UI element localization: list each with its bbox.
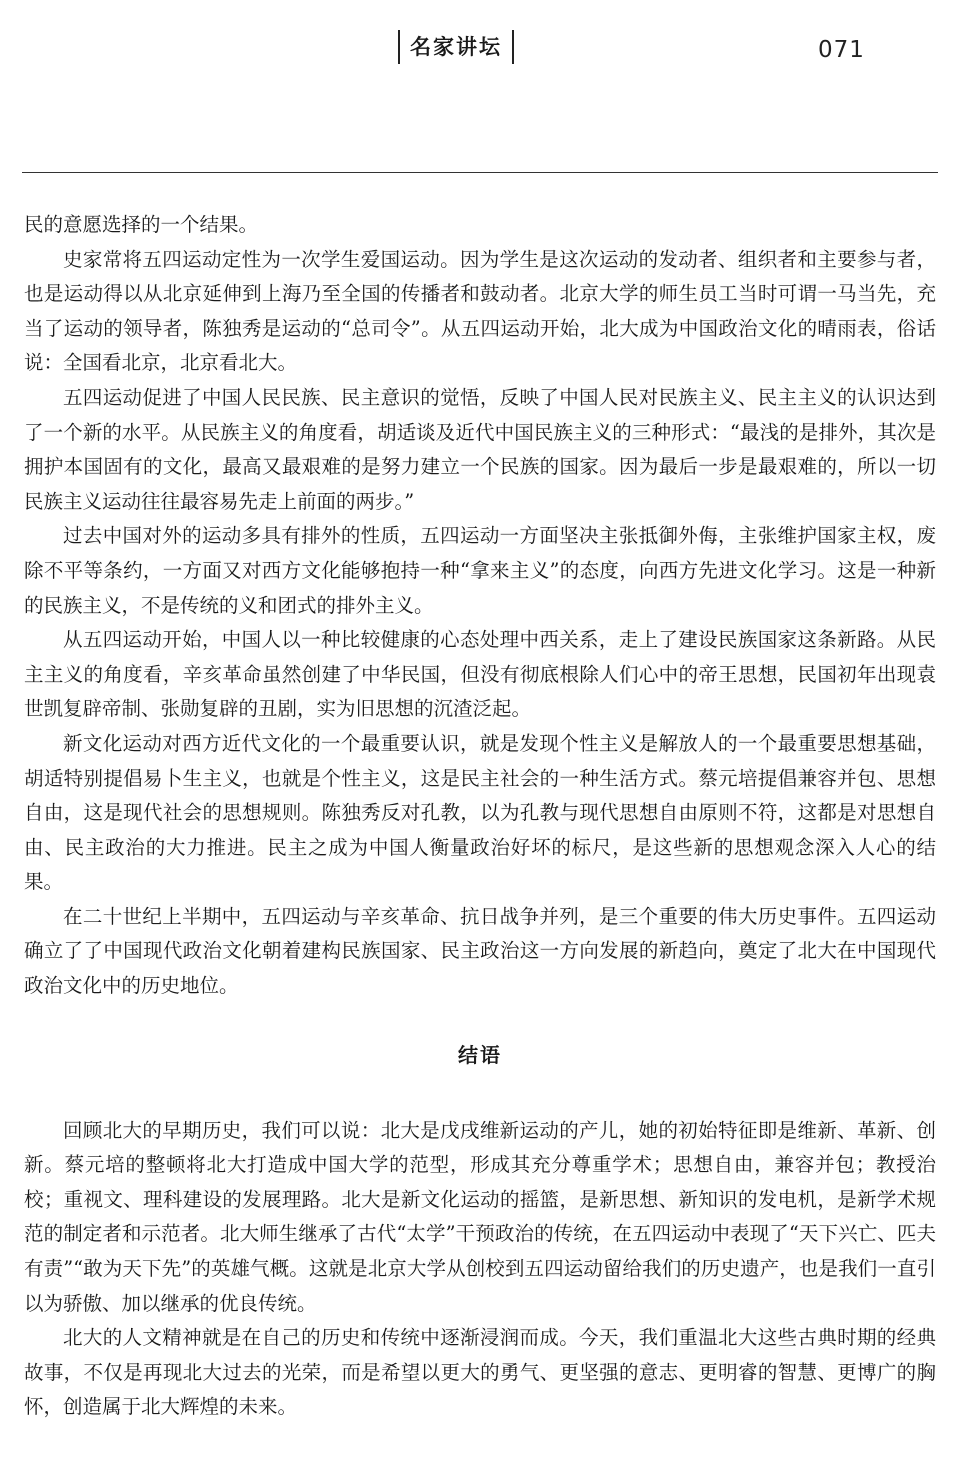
paragraph: 史家常将五四运动定性为一次学生爱国运动。因为学生是这次运动的发动者、组织者和主要参与者，也是运动得以从北京延伸到上海乃至全国的传播者和鼓动者。北京大学的师生员工当时可谓一马当先，充当了运动的领导者，陈独秀是运动的“总司令”。从五四运动开始，北大成为中国政治文化的晴雨表，俗话说：全国看北京，北京看北大。 — [24, 247, 936, 375]
paragraph: 过去中国对外的运动多具有排外的性质，五四运动一方面坚决主张抵御外侮，主张维护国家主权，废除不平等条约，一方面又对西方文化能够抱持一种“拿来主义”的态度，向西方先进文化学习。这是一种新的民族主义，不是传统的义和团式的排外主义。 — [24, 524, 936, 617]
page-header — [0, 0, 958, 80]
section-heading: 结语 — [458, 1042, 502, 1067]
page-number: 071 — [818, 37, 865, 63]
paragraph: 民的意愿选择的一个结果。 — [24, 213, 259, 236]
conclusion-paragraph: 北大的人文精神就是在自己的历史和传统中逐渐浸润而成。今天，我们重温北大这些古典时期的经典故事，不仅是再现北大过去的光荣，而是希望以更大的勇气、更坚强的意志、更明睿的智慧、更博广的胸怀，创造属于北大辉煌的未来。 — [24, 1326, 936, 1419]
paragraph: 在二十世纪上半期中，五四运动与辛亥革命、抗日战争并列，是三个重要的伟大历史事件。五四运动确立了了中国现代政治文化朝着建构民族国家、民主政治这一方向发展的新趋向，奠定了北大在中国现代政治文化中的历史地位。 — [24, 904, 936, 998]
paragraph: 从五四运动开始，中国人以一种比较健康的心态处理中西关系，走上了建设民族国家这条新路。从民主主义的角度看，辛亥革命虽然创建了中华民国，但没有彻底根除人们心中的帝王思想，民国初年出现袁世凯复辟帝制、张勋复辟的丑剧，实为旧思想的沉渣泛起。 — [24, 628, 936, 721]
column-title: 名家讲坛 — [398, 30, 514, 64]
conclusion-paragraph: 回顾北大的早期历史，我们可以说：北大是戊戌维新运动的产儿，她的初始特征即是维新、革新、创新。蔡元培的整顿将北大打造成中国大学的范型，形成其充分尊重学术；思想自由，兼容并包；教授治校；重视文、理科建设的发展理路。北大是新文化运动的摇篮，是新思想、新知识的发电机，是新学术规范的制定者和示范者。北大师生继承了古代“太学”干预政治的传统，在五四运动中表现了“天下兴亡、匹夫有责”“敢为天下先”的英雄气概。这就是北京大学从创校到五四运动留给我们的历史遗产，也是我们一直引以为骄傲、加以继承的优良传统。 — [24, 1118, 936, 1315]
paragraph: 新文化运动对西方近代文化的一个最重要认识，就是发现个性主义是解放人的一个最重要思想基础，胡适特别提倡易卜生主义，也就是个性主义，这是民主社会的一种生活方式。蔡元培提倡兼容并包、思想自由，这是现代社会的思想规则。陈独秀反对孔教，以为孔教与现代思想自由原则不符，这都是对思想自由、民主政治的大力推进。民主之成为中国人衡量政治好坏的标尺，是这些新的思想观念深入人心的结果。 — [24, 731, 936, 894]
header-divider — [22, 172, 938, 173]
paragraph: 五四运动促进了中国人民民族、民主意识的觉悟，反映了中国人民对民族主义、民主主义的认识达到了一个新的水平。从民族主义的角度看，胡适谈及近代中国民族主义的三种形式：“最浅的是排外，其次是拥护本国固有的文化，最高又最艰难的是努力建立一个民族的国家。因为最后一步是最艰难的，所以一切民族主义运动往往最容易先走上前面的两步。” — [24, 385, 936, 513]
article-body — [24, 208, 936, 1425]
